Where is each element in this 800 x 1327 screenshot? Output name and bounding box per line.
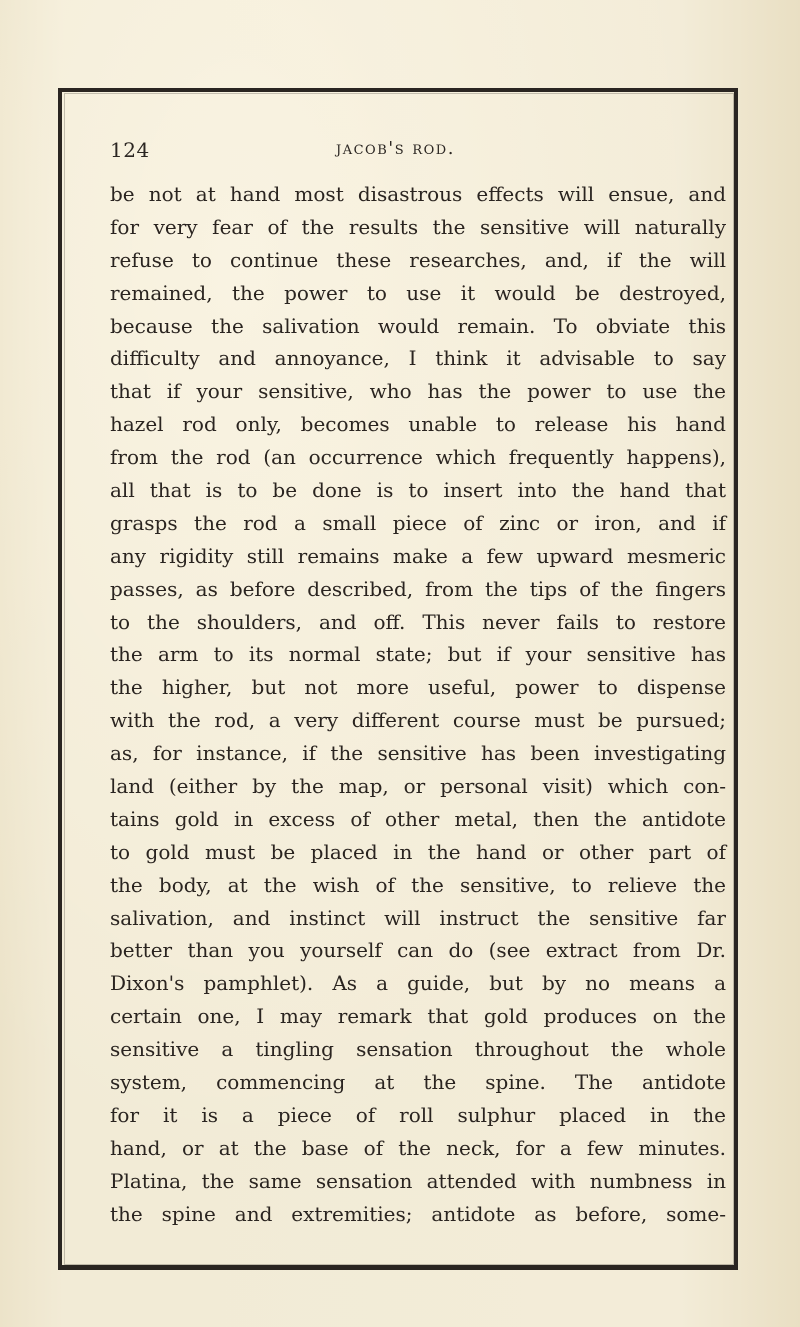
text-line: salivation, and instinct will instruct the sensitive far xyxy=(110,905,726,930)
text-line: grasps the rod a small piece of zinc or iron, and if xyxy=(110,510,726,535)
border-right xyxy=(734,88,738,1270)
page-header xyxy=(110,138,726,168)
text-line: the body, at the wish of the sensitive, to relieve the xyxy=(110,872,726,897)
border-bottom xyxy=(60,1265,738,1270)
text-line: that if your sensitive, who has the power to use the xyxy=(110,379,726,404)
running-head: jacob's rod. xyxy=(336,138,455,159)
text-line: tains gold in excess of other metal, then the antidote xyxy=(110,806,726,831)
text-line: hand, or at the base of the neck, for a few minutes. xyxy=(110,1135,726,1160)
text-line: difficulty and annoyance, I think it advisable to say xyxy=(110,346,726,371)
text-line: for very fear of the results the sensitive will naturally xyxy=(110,214,726,239)
text-line: the higher, but not more useful, power to dispense xyxy=(110,675,726,700)
text-line: all that is to be done is to insert into the hand that xyxy=(110,478,726,503)
text-line: passes, as before described, from the tips of the fingers xyxy=(110,576,726,601)
text-line: better than you yourself can do (see extract from Dr. xyxy=(110,938,726,963)
text-line: the spine and extremities; antidote as before, some- xyxy=(110,1201,726,1226)
text-line: Dixon's pamphlet). As a guide, but by no means a xyxy=(110,971,726,996)
text-line: as, for instance, if the sensitive has been investigating xyxy=(110,741,726,766)
text-line: be not at hand most disastrous effects will ensue, and xyxy=(110,182,726,206)
text-line: hazel rod only, becomes unable to release his hand xyxy=(110,412,726,437)
text-line: with the rod, a very different course must be pursued; xyxy=(110,708,726,733)
text-line: because the salivation would remain. To obviate this xyxy=(110,313,726,338)
text-line: to the shoulders, and off. This never fails to restore xyxy=(110,609,726,634)
text-line: sensitive a tingling sensation throughout the whole xyxy=(110,1037,726,1062)
text-line: any rigidity still remains make a few upward mesmeric xyxy=(110,543,726,568)
text-line: land (either by the map, or personal visit) which con- xyxy=(110,774,726,799)
body-text xyxy=(110,178,726,1231)
border-top xyxy=(58,88,738,92)
text-line: remained, the power to use it would be destroyed, xyxy=(110,280,726,305)
text-line: from the rod (an occurrence which frequently happens), xyxy=(110,445,726,470)
text-line: refuse to continue these researches, and, if the will xyxy=(110,247,726,272)
text-line: to gold must be placed in the hand or other part of xyxy=(110,839,726,864)
text-line: Platina, the same sensation attended with numbness in xyxy=(110,1168,726,1193)
text-line: for it is a piece of roll sulphur placed in the xyxy=(110,1102,726,1127)
border-left xyxy=(58,88,62,1270)
text-line: system, commencing at the spine. The antidote xyxy=(110,1070,726,1095)
text-line: certain one, I may remark that gold produces on the xyxy=(110,1004,726,1029)
text-line: the arm to its normal state; but if your sensitive has xyxy=(110,642,726,667)
page-number: 124 xyxy=(110,138,150,162)
